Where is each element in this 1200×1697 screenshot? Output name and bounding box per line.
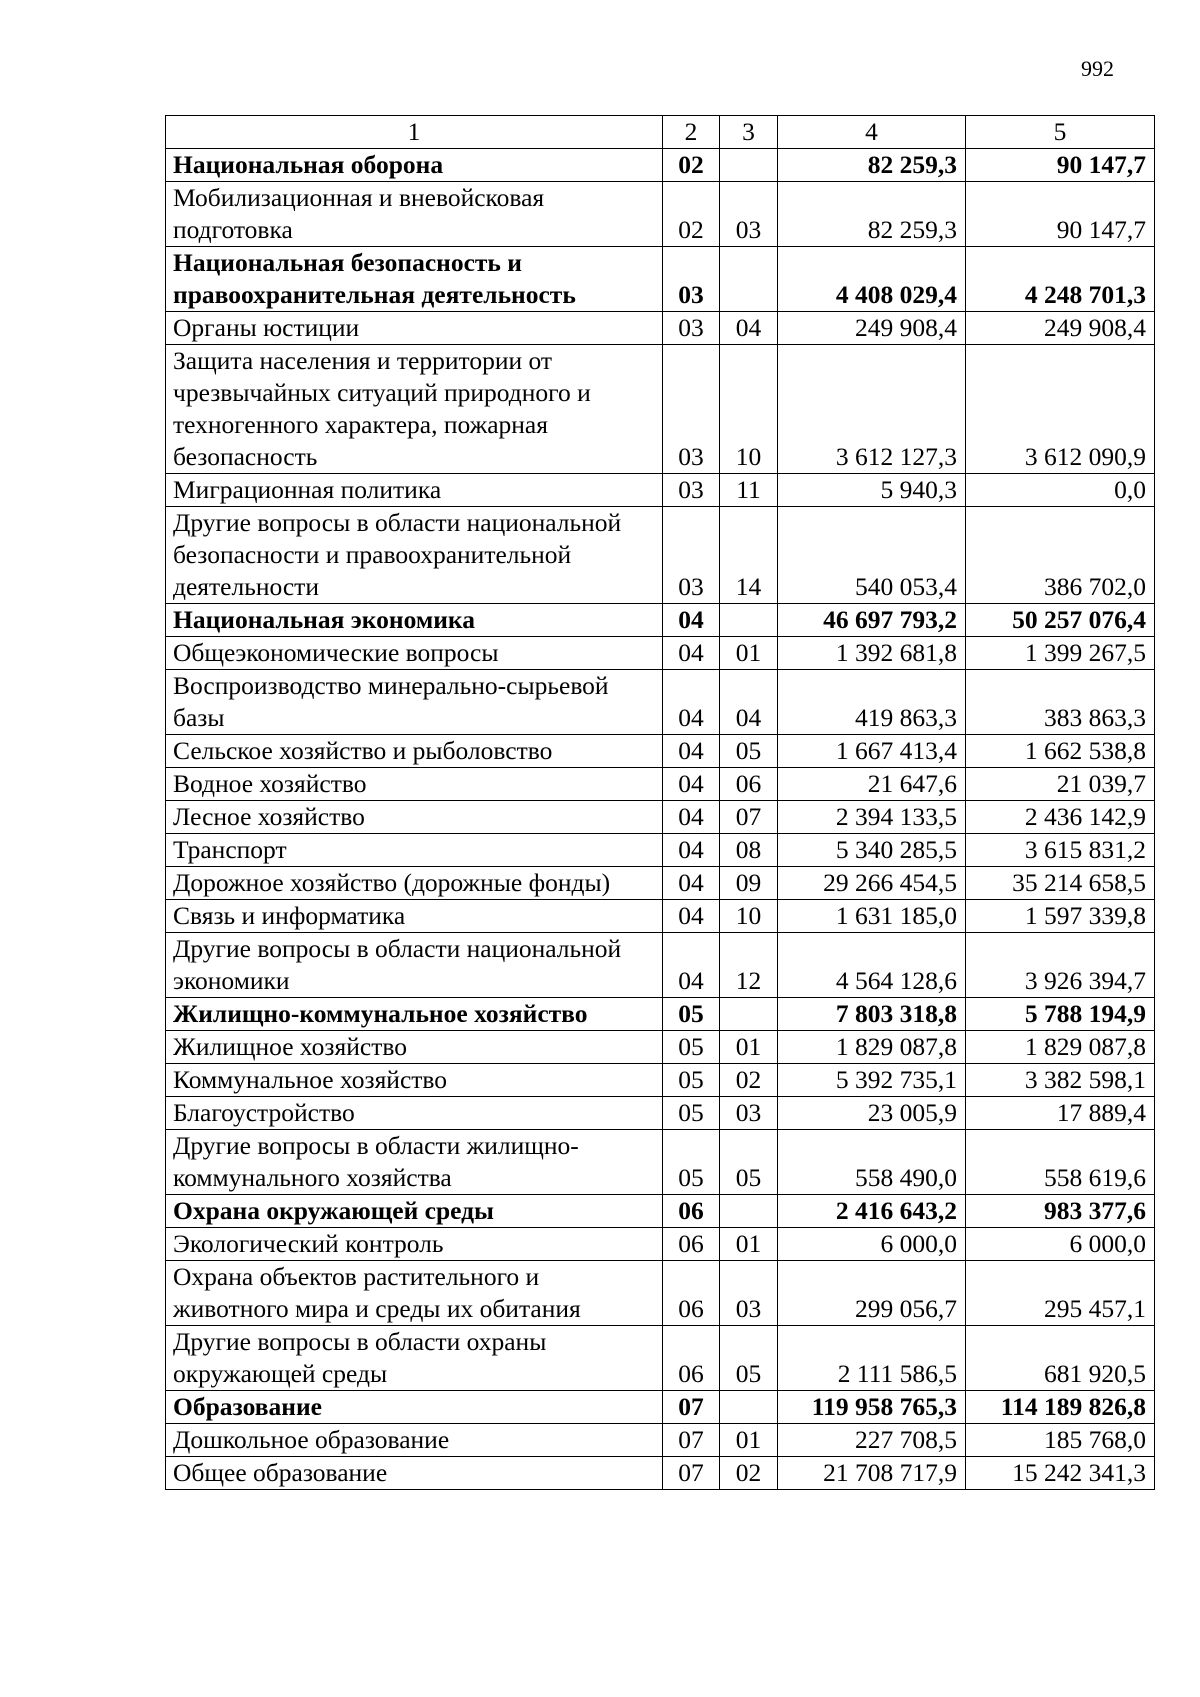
table-row [166,1097,1155,1130]
row-value-col5: 386 702,0 [966,507,1155,604]
row-value-col5: 50 257 076,4 [966,604,1155,637]
table-row [166,1195,1155,1228]
row-value-col4: 6 000,0 [778,1228,966,1261]
header-col-5: 5 [966,116,1155,149]
row-value-col4: 5 940,3 [778,474,966,507]
row-section-code: 05 [663,1064,720,1097]
row-subsection-code: 10 [720,900,778,933]
row-value-col4: 21 647,6 [778,768,966,801]
header-col-4: 4 [778,116,966,149]
row-name: Водное хозяйство [166,768,663,801]
row-subsection-code: 02 [720,1457,778,1490]
table-row [166,474,1155,507]
row-value-col5: 185 768,0 [966,1424,1155,1457]
row-section-code: 06 [663,1261,720,1326]
row-value-col5: 90 147,7 [966,149,1155,182]
row-subsection-code: 03 [720,1097,778,1130]
row-section-code: 03 [663,345,720,474]
row-name: Национальная безопасность и правоохранительная деятельность [166,247,663,312]
row-subsection-code: 07 [720,801,778,834]
row-value-col5: 3 926 394,7 [966,933,1155,998]
row-subsection-code: 06 [720,768,778,801]
table-row [166,312,1155,345]
row-name: Другие вопросы в области жилищно-коммунального хозяйства [166,1130,663,1195]
row-value-col4: 4 564 128,6 [778,933,966,998]
table-row [166,801,1155,834]
row-value-col5: 6 000,0 [966,1228,1155,1261]
row-value-col4: 1 631 185,0 [778,900,966,933]
row-name: Дорожное хозяйство (дорожные фонды) [166,867,663,900]
table-header-row [166,116,1155,149]
row-name: Миграционная политика [166,474,663,507]
table-row [166,182,1155,247]
row-name: Мобилизационная и вневойсковая подготовка [166,182,663,247]
row-section-code: 03 [663,312,720,345]
row-value-col4: 419 863,3 [778,670,966,735]
row-value-col5: 681 920,5 [966,1326,1155,1391]
table-row [166,1064,1155,1097]
row-name: Другие вопросы в области национальной экономики [166,933,663,998]
row-value-col4: 2 416 643,2 [778,1195,966,1228]
row-value-col5: 249 908,4 [966,312,1155,345]
page-number: 992 [1081,56,1114,81]
row-section-code: 06 [663,1195,720,1228]
row-section-code: 07 [663,1424,720,1457]
row-section-code: 06 [663,1326,720,1391]
row-name: Общеэкономические вопросы [166,637,663,670]
row-value-col5: 21 039,7 [966,768,1155,801]
row-subsection-code [720,149,778,182]
row-subsection-code: 05 [720,735,778,768]
table-row [166,149,1155,182]
row-value-col4: 1 829 087,8 [778,1031,966,1064]
row-subsection-code: 04 [720,670,778,735]
row-section-code: 04 [663,604,720,637]
row-value-col5: 558 619,6 [966,1130,1155,1195]
row-name: Связь и информатика [166,900,663,933]
row-value-col4: 23 005,9 [778,1097,966,1130]
row-value-col5: 1 597 339,8 [966,900,1155,933]
row-value-col4: 540 053,4 [778,507,966,604]
row-value-col4: 299 056,7 [778,1261,966,1326]
row-section-code: 04 [663,867,720,900]
row-subsection-code: 02 [720,1064,778,1097]
row-name: Транспорт [166,834,663,867]
table-row [166,834,1155,867]
row-section-code: 04 [663,801,720,834]
row-section-code: 04 [663,900,720,933]
row-value-col4: 4 408 029,4 [778,247,966,312]
row-name: Экологический контроль [166,1228,663,1261]
row-value-col5: 3 382 598,1 [966,1064,1155,1097]
table-row [166,933,1155,998]
table-row [166,900,1155,933]
row-value-col5: 3 612 090,9 [966,345,1155,474]
row-value-col4: 5 340 285,5 [778,834,966,867]
row-section-code: 03 [663,474,720,507]
table-row [166,1326,1155,1391]
header-col-1: 1 [166,116,663,149]
row-subsection-code [720,1195,778,1228]
row-section-code: 07 [663,1457,720,1490]
row-value-col4: 29 266 454,5 [778,867,966,900]
row-subsection-code [720,998,778,1031]
table-row [166,670,1155,735]
row-value-col5: 1 662 538,8 [966,735,1155,768]
table-row [166,1457,1155,1490]
table-row [166,604,1155,637]
row-value-col5: 114 189 826,8 [966,1391,1155,1424]
row-value-col5: 35 214 658,5 [966,867,1155,900]
table-row [166,1391,1155,1424]
row-name: Органы юстиции [166,312,663,345]
row-value-col4: 46 697 793,2 [778,604,966,637]
row-subsection-code: 01 [720,1228,778,1261]
table-row [166,768,1155,801]
row-name: Другие вопросы в области национальной безопасности и правоохранительной деятельности [166,507,663,604]
row-name: Общее образование [166,1457,663,1490]
row-subsection-code [720,604,778,637]
row-section-code: 02 [663,182,720,247]
row-section-code: 04 [663,670,720,735]
row-subsection-code: 04 [720,312,778,345]
row-value-col5: 3 615 831,2 [966,834,1155,867]
row-name: Национальная экономика [166,604,663,637]
table-body [166,149,1155,1490]
row-name: Охрана объектов растительного и животного мира и среды их обитания [166,1261,663,1326]
row-value-col4: 119 958 765,3 [778,1391,966,1424]
table-row [166,1228,1155,1261]
row-subsection-code: 01 [720,1424,778,1457]
row-name: Национальная оборона [166,149,663,182]
row-value-col4: 5 392 735,1 [778,1064,966,1097]
table-row [166,1130,1155,1195]
table-row [166,637,1155,670]
row-section-code: 05 [663,998,720,1031]
row-value-col5: 5 788 194,9 [966,998,1155,1031]
row-value-col5: 4 248 701,3 [966,247,1155,312]
table-row [166,867,1155,900]
row-name: Воспроизводство минерально-сырьевой базы [166,670,663,735]
row-value-col5: 295 457,1 [966,1261,1155,1326]
table-row [166,1424,1155,1457]
row-value-col5: 2 436 142,9 [966,801,1155,834]
row-value-col4: 1 667 413,4 [778,735,966,768]
table-row [166,1031,1155,1064]
row-section-code: 02 [663,149,720,182]
row-value-col4: 2 394 133,5 [778,801,966,834]
header-col-3: 3 [720,116,778,149]
row-value-col4: 2 111 586,5 [778,1326,966,1391]
row-value-col4: 82 259,3 [778,182,966,247]
row-subsection-code: 03 [720,1261,778,1326]
row-section-code: 03 [663,247,720,312]
row-subsection-code: 05 [720,1130,778,1195]
table-row [166,345,1155,474]
row-name: Сельское хозяйство и рыболовство [166,735,663,768]
row-section-code: 04 [663,735,720,768]
row-value-col4: 82 259,3 [778,149,966,182]
row-subsection-code: 01 [720,637,778,670]
row-name: Коммунальное хозяйство [166,1064,663,1097]
row-value-col5: 90 147,7 [966,182,1155,247]
header-col-2: 2 [663,116,720,149]
row-value-col5: 17 889,4 [966,1097,1155,1130]
row-value-col4: 227 708,5 [778,1424,966,1457]
row-value-col5: 1 399 267,5 [966,637,1155,670]
row-section-code: 03 [663,507,720,604]
row-value-col5: 15 242 341,3 [966,1457,1155,1490]
row-section-code: 04 [663,834,720,867]
row-name: Защита населения и территории от чрезвычайных ситуаций природного и техногенного характера, пожарная безопасность [166,345,663,474]
row-name: Дошкольное образование [166,1424,663,1457]
row-name: Охрана окружающей среды [166,1195,663,1228]
row-section-code: 07 [663,1391,720,1424]
row-name: Благоустройство [166,1097,663,1130]
row-name: Лесное хозяйство [166,801,663,834]
row-value-col4: 1 392 681,8 [778,637,966,670]
row-value-col4: 3 612 127,3 [778,345,966,474]
row-subsection-code [720,1391,778,1424]
row-value-col4: 249 908,4 [778,312,966,345]
table-row [166,1261,1155,1326]
row-section-code: 05 [663,1097,720,1130]
table-row [166,998,1155,1031]
row-section-code: 04 [663,637,720,670]
row-subsection-code: 10 [720,345,778,474]
table-row [166,735,1155,768]
row-section-code: 06 [663,1228,720,1261]
row-subsection-code: 14 [720,507,778,604]
row-name: Другие вопросы в области охраны окружающей среды [166,1326,663,1391]
row-section-code: 04 [663,768,720,801]
row-subsection-code: 11 [720,474,778,507]
row-name: Образование [166,1391,663,1424]
row-name: Жилищно-коммунальное хозяйство [166,998,663,1031]
row-subsection-code [720,247,778,312]
budget-table [165,115,1155,1490]
row-value-col4: 21 708 717,9 [778,1457,966,1490]
row-subsection-code: 08 [720,834,778,867]
row-subsection-code: 12 [720,933,778,998]
row-value-col4: 7 803 318,8 [778,998,966,1031]
row-subsection-code: 03 [720,182,778,247]
row-value-col5: 383 863,3 [966,670,1155,735]
row-subsection-code: 01 [720,1031,778,1064]
table-row [166,507,1155,604]
row-subsection-code: 09 [720,867,778,900]
row-subsection-code: 05 [720,1326,778,1391]
row-section-code: 05 [663,1031,720,1064]
row-value-col5: 0,0 [966,474,1155,507]
row-value-col5: 983 377,6 [966,1195,1155,1228]
table-row [166,247,1155,312]
row-section-code: 05 [663,1130,720,1195]
row-value-col5: 1 829 087,8 [966,1031,1155,1064]
row-name: Жилищное хозяйство [166,1031,663,1064]
row-value-col4: 558 490,0 [778,1130,966,1195]
row-section-code: 04 [663,933,720,998]
